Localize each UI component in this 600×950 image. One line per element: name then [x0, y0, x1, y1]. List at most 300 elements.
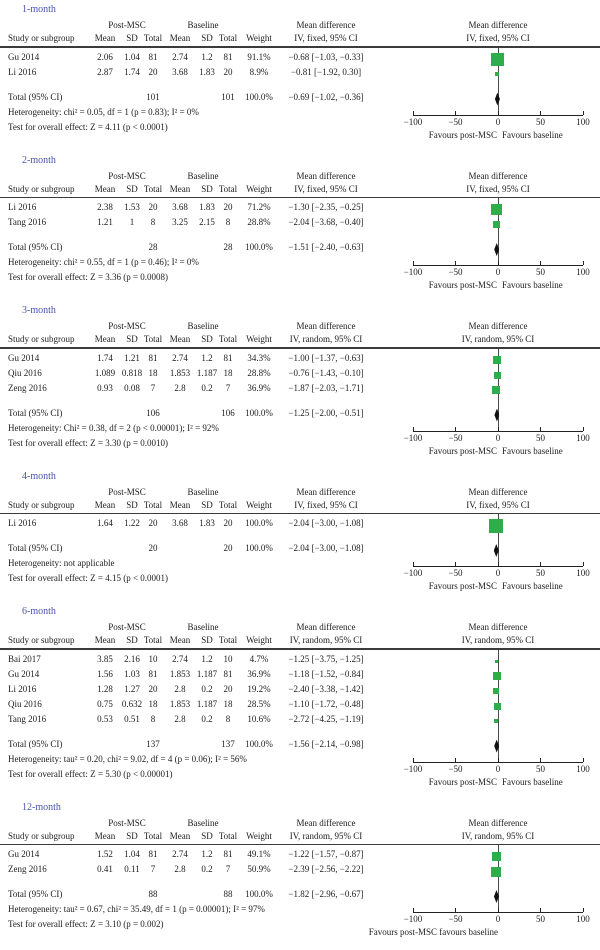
header-mean-baseline: Mean — [169, 33, 191, 43]
header-model-table: IV, fixed, 95% CI — [294, 183, 358, 194]
axis-tick-label: −50 — [448, 267, 463, 277]
postmsc-mean: 1.64 — [97, 518, 113, 528]
header-group-baseline: Baseline — [187, 20, 219, 30]
header-weight: Weight — [246, 830, 272, 841]
header-total-postmsc: Total — [143, 183, 163, 194]
postmsc-mean: 1.28 — [97, 683, 113, 694]
header-sd-baseline: SD — [201, 635, 213, 645]
study-marker — [494, 703, 501, 710]
axis-tick — [540, 111, 541, 115]
axis-tick-label: 0 — [495, 267, 501, 277]
overall-effect-text: Test for overall effect: Z = 4.11 (p < 0.0001) — [8, 121, 168, 132]
ci-text: −1.22 [−1.57, −0.87] — [288, 849, 364, 859]
postmsc-total: 20 — [148, 683, 158, 694]
study-marker — [493, 356, 501, 364]
header-model-plot: IV, fixed, 95% CI — [466, 33, 530, 43]
header-sd-postmsc: SD — [126, 499, 138, 510]
baseline-total: 81 — [223, 51, 233, 62]
weight-value: 71.2% — [247, 202, 271, 212]
header-model-table: IV, fixed, 95% CI — [294, 33, 358, 43]
forest-panel — [0, 153, 600, 296]
axis-tick-label: 0 — [495, 568, 501, 578]
study-marker — [494, 372, 501, 379]
header-mean-difference-table: Mean difference — [296, 170, 356, 181]
total-label: Total (95% CI) — [8, 889, 63, 899]
forest-panel — [0, 800, 600, 943]
postmsc-mean: 2.06 — [97, 51, 113, 62]
weight-value: 28.5% — [247, 698, 271, 709]
total-postmsc-n: 101 — [146, 91, 160, 102]
total-baseline-n: 137 — [221, 738, 235, 749]
axis-tick — [455, 111, 456, 115]
header-weight: Weight — [246, 499, 272, 510]
favours-left-label: Favours post-MSC — [428, 129, 497, 140]
panel-title: 4-month — [22, 470, 56, 482]
total-weight: 100.0% — [245, 91, 273, 102]
axis-tick — [413, 758, 414, 762]
study-marker — [489, 519, 503, 533]
weight-value: 34.3% — [247, 352, 271, 363]
axis-tick-label: 100 — [576, 432, 590, 443]
weight-value: 4.7% — [249, 653, 269, 664]
study-marker — [492, 386, 500, 394]
panel-title: 12-month — [22, 801, 61, 813]
baseline-mean: 3.68 — [172, 202, 188, 212]
postmsc-sd: 0.632 — [121, 698, 143, 709]
postmsc-total: 18 — [148, 367, 158, 378]
header-total-postmsc: Total — [143, 830, 163, 841]
header-group-baseline: Baseline — [187, 321, 219, 331]
baseline-total: 81 — [223, 352, 233, 363]
forest-plot-area — [405, 198, 600, 295]
axis-tick — [540, 758, 541, 762]
postmsc-mean: 2.38 — [97, 202, 113, 212]
total-label: Total (95% CI) — [8, 407, 63, 418]
header-mean-baseline: Mean — [169, 499, 191, 510]
postmsc-total: 20 — [148, 518, 158, 528]
baseline-mean: 3.25 — [172, 217, 188, 227]
postmsc-sd: 0.818 — [121, 367, 143, 378]
favours-left-label: Favours post-MSC — [428, 581, 497, 591]
ci-text: −1.30 [−2.35, −0.25] — [288, 202, 364, 212]
weight-value: 28.8% — [247, 217, 271, 227]
axis-tick-label: 100 — [576, 568, 590, 578]
weight-value: 10.6% — [247, 713, 271, 724]
header-model-plot: IV, fixed, 95% CI — [466, 499, 530, 510]
header-sd-baseline: SD — [201, 33, 213, 43]
postmsc-mean: 1.089 — [94, 367, 116, 378]
header-mean-difference-plot: Mean difference — [468, 486, 528, 497]
weight-value: 19.2% — [247, 683, 271, 694]
axis-tick — [540, 427, 541, 431]
forest-plot-area — [405, 514, 600, 596]
header-sd-postmsc: SD — [126, 830, 138, 841]
baseline-mean: 2.8 — [174, 713, 186, 724]
study-marker — [493, 221, 500, 228]
axis-tick — [583, 908, 584, 912]
weight-value: 49.1% — [247, 849, 271, 859]
header-mean-postmsc: Mean — [94, 33, 116, 43]
baseline-mean: 1.853 — [169, 668, 191, 679]
panel-title: 3-month — [22, 305, 56, 316]
header-mean-difference-table: Mean difference — [296, 622, 356, 632]
study-name: Li 2016 — [8, 66, 37, 77]
postmsc-sd: 2.16 — [124, 653, 140, 664]
ci-text: −1.18 [−1.52, −0.84] — [288, 668, 364, 679]
total-label: Total (95% CI) — [8, 543, 63, 553]
baseline-sd: 1.2 — [201, 51, 213, 62]
axis-tick-label: 50 — [536, 267, 545, 277]
header-group-baseline: Baseline — [187, 486, 219, 497]
header-mean-baseline: Mean — [169, 830, 191, 841]
baseline-sd: 1.83 — [199, 66, 215, 77]
axis-tick-label: −100 — [403, 568, 423, 578]
axis-tick — [498, 758, 499, 762]
postmsc-sd: 1.74 — [124, 66, 140, 77]
postmsc-mean: 0.75 — [97, 698, 113, 709]
header-mean-postmsc: Mean — [94, 635, 116, 645]
table-header — [0, 171, 600, 197]
axis-tick-label: 100 — [576, 914, 590, 924]
postmsc-total: 8 — [150, 217, 156, 227]
postmsc-sd: 0.51 — [124, 713, 140, 724]
header-mean-baseline: Mean — [169, 635, 191, 645]
header-group-postmsc: Post-MSC — [108, 20, 146, 30]
header-sd-postmsc: SD — [126, 33, 138, 43]
x-axis-line — [413, 431, 583, 432]
total-ci: −1.56 [−2.14, −0.98] — [288, 738, 364, 749]
panel-body — [0, 198, 600, 295]
heterogeneity-text: Heterogeneity: chi² = 0.55, df = 1 (p = 0.46); I² = 0% — [8, 257, 199, 267]
total-baseline-n: 28 — [223, 242, 233, 252]
header-weight: Weight — [246, 635, 272, 645]
weight-value: 36.9% — [247, 668, 271, 679]
study-name: Tang 2016 — [8, 713, 47, 724]
baseline-total: 20 — [223, 683, 233, 694]
ci-text: −2.39 [−2.56, −2.22] — [288, 864, 364, 874]
study-marker — [494, 719, 498, 723]
axis-tick-label: 100 — [576, 763, 590, 774]
postmsc-sd: 1.04 — [124, 849, 140, 859]
header-sd-baseline: SD — [201, 499, 213, 510]
baseline-total: 18 — [223, 367, 233, 378]
baseline-total: 10 — [223, 653, 233, 664]
study-name: Li 2016 — [8, 202, 37, 212]
baseline-sd: 2.15 — [199, 217, 215, 227]
header-study: Study or subgroup — [8, 499, 75, 510]
postmsc-mean: 0.53 — [97, 713, 113, 724]
total-weight: 100.0% — [245, 543, 273, 553]
postmsc-mean: 1.52 — [97, 849, 113, 859]
postmsc-total: 7 — [150, 382, 156, 393]
header-mean-difference-plot: Mean difference — [468, 817, 528, 828]
total-baseline-n: 88 — [223, 889, 233, 899]
favours-left-label: Favours post-MSC — [428, 776, 497, 787]
total-ci: −1.25 [−2.00, −0.51] — [288, 407, 364, 418]
header-model-plot: IV, random, 95% CI — [461, 635, 535, 645]
panel-title: 1-month — [22, 4, 56, 15]
axis-tick — [498, 908, 499, 912]
forest-panel — [0, 604, 600, 792]
baseline-total: 81 — [223, 668, 233, 679]
panel-body — [0, 349, 600, 461]
study-name: Qiu 2016 — [8, 698, 42, 709]
postmsc-sd: 1.27 — [124, 683, 140, 694]
postmsc-sd: 0.08 — [124, 382, 140, 393]
axis-tick-label: 100 — [576, 116, 590, 127]
baseline-sd: 1.83 — [199, 202, 215, 212]
study-name: Zeng 2016 — [8, 382, 47, 393]
header-model-plot: IV, fixed, 95% CI — [466, 183, 530, 194]
x-axis-line — [413, 762, 583, 763]
header-group-baseline: Baseline — [187, 817, 219, 828]
baseline-mean: 3.68 — [172, 518, 188, 528]
panel-body — [0, 845, 600, 942]
favours-left-label: Favours post-MSC — [428, 445, 497, 456]
forest-panel — [0, 469, 600, 597]
header-weight: Weight — [246, 334, 272, 344]
study-name: Tang 2016 — [8, 217, 47, 227]
forest-panel — [0, 2, 600, 145]
axis-tick-label: −100 — [403, 267, 423, 277]
overall-effect-text: Test for overall effect: Z = 4.15 (p < 0.0001) — [8, 573, 169, 583]
ci-text: −0.68 [−1.03, −0.33] — [288, 51, 364, 62]
axis-tick — [498, 562, 499, 566]
header-mean-difference-table: Mean difference — [296, 486, 356, 497]
total-ci: −1.51 [−2.40, −0.63] — [288, 242, 364, 252]
axis-tick-label: 50 — [536, 914, 545, 924]
baseline-sd: 0.2 — [201, 864, 213, 874]
postmsc-sd: 1 — [129, 217, 135, 227]
header-group-postmsc: Post-MSC — [108, 622, 146, 632]
baseline-mean: 1.853 — [169, 698, 191, 709]
x-axis-line — [413, 115, 583, 116]
total-postmsc-n: 20 — [148, 543, 158, 553]
baseline-mean: 2.74 — [172, 352, 188, 363]
ci-text: −1.87 [−2.03, −1.71] — [288, 382, 364, 393]
axis-tick — [498, 261, 499, 265]
header-sd-baseline: SD — [201, 334, 213, 344]
postmsc-sd: 1.53 — [124, 202, 140, 212]
header-total-baseline: Total — [218, 33, 238, 43]
ci-text: −2.72 [−4.25, −1.19] — [288, 713, 364, 724]
study-name: Zeng 2016 — [8, 864, 47, 874]
header-sd-postmsc: SD — [126, 183, 138, 194]
favours-label: Favours post-MSC favours baseline — [368, 927, 498, 937]
x-axis-line — [413, 912, 583, 913]
total-weight: 100.0% — [245, 889, 273, 899]
axis-tick-label: 50 — [536, 568, 545, 578]
ci-text: −1.25 [−3.75, −1.25] — [288, 653, 364, 664]
baseline-total: 81 — [223, 849, 233, 859]
heterogeneity-text: Heterogeneity: chi² = 0.05, df = 1 (p = 0.83); I² = 0% — [8, 106, 199, 117]
header-mean-difference-plot: Mean difference — [468, 20, 528, 30]
weight-value: 28.8% — [247, 367, 271, 378]
study-marker — [495, 72, 499, 76]
header-group-baseline: Baseline — [187, 170, 219, 181]
axis-tick — [413, 111, 414, 115]
header-mean-postmsc: Mean — [94, 499, 116, 510]
header-mean-difference-table: Mean difference — [296, 20, 356, 30]
baseline-mean: 2.8 — [174, 864, 186, 874]
favours-right-label: Favours baseline — [502, 581, 563, 591]
ci-text: −2.40 [−3.38, −1.42] — [288, 683, 364, 694]
header-mean-difference-plot: Mean difference — [468, 321, 528, 331]
header-model-table: IV, random, 95% CI — [289, 830, 363, 841]
study-name: Li 2016 — [8, 683, 37, 694]
axis-tick-label: −50 — [448, 914, 463, 924]
baseline-sd: 1.83 — [199, 518, 215, 528]
axis-tick-label: −100 — [403, 914, 423, 924]
forest-plot-area — [405, 349, 600, 461]
heterogeneity-text: Heterogeneity: Chi² = 0.38, df = 2 (p < 0.00001); I² = 92% — [8, 422, 219, 433]
header-mean-postmsc: Mean — [94, 334, 116, 344]
axis-tick-label: −50 — [448, 432, 463, 443]
postmsc-sd: 1.21 — [124, 352, 140, 363]
baseline-total: 20 — [223, 202, 233, 212]
total-baseline-n: 106 — [221, 407, 235, 418]
axis-tick-label: 0 — [495, 763, 501, 774]
postmsc-sd: 1.04 — [124, 51, 140, 62]
postmsc-total: 81 — [148, 51, 158, 62]
baseline-mean: 2.8 — [174, 683, 186, 694]
postmsc-sd: 0.11 — [124, 864, 140, 874]
axis-tick — [540, 562, 541, 566]
baseline-sd: 1.187 — [196, 367, 218, 378]
header-total-postmsc: Total — [143, 334, 163, 344]
ci-text: −0.81 [−1.92, 0.30] — [290, 66, 362, 77]
axis-tick — [455, 261, 456, 265]
header-total-baseline: Total — [218, 334, 238, 344]
axis-tick-label: −50 — [448, 763, 463, 774]
forest-plot-area — [405, 650, 600, 792]
postmsc-total: 81 — [148, 668, 158, 679]
header-total-baseline: Total — [218, 635, 238, 645]
study-name: Li 2016 — [8, 518, 37, 528]
header-total-baseline: Total — [218, 183, 238, 194]
postmsc-mean: 3.85 — [97, 653, 113, 664]
axis-tick — [455, 427, 456, 431]
baseline-total: 20 — [223, 66, 233, 77]
study-marker — [495, 660, 498, 663]
postmsc-total: 81 — [148, 849, 158, 859]
baseline-mean: 2.74 — [172, 653, 188, 664]
postmsc-total: 7 — [150, 864, 156, 874]
postmsc-total: 8 — [150, 713, 156, 724]
ci-text: −1.00 [−1.37, −0.63] — [288, 352, 364, 363]
overall-effect-text: Test for overall effect: Z = 5.30 (p < 0.00001) — [8, 768, 173, 779]
study-name: Gu 2014 — [8, 51, 40, 62]
table-header — [0, 622, 600, 648]
axis-tick-label: −100 — [403, 116, 423, 127]
header-mean-postmsc: Mean — [94, 183, 116, 194]
baseline-total: 8 — [225, 713, 231, 724]
overall-effect-text: Test for overall effect: Z = 3.10 (p = 0.002) — [8, 919, 164, 929]
axis-tick — [455, 908, 456, 912]
table-header — [0, 818, 600, 844]
forest-panel — [0, 303, 600, 461]
panel-body — [0, 514, 600, 596]
header-model-table: IV, random, 95% CI — [289, 334, 363, 344]
header-study: Study or subgroup — [8, 830, 75, 841]
header-mean-difference-table: Mean difference — [296, 321, 356, 331]
header-mean-difference-plot: Mean difference — [468, 170, 528, 181]
weight-value: 8.9% — [249, 66, 269, 77]
axis-tick-label: 100 — [576, 267, 590, 277]
baseline-sd: 1.187 — [196, 668, 218, 679]
total-ci: −0.69 [−1.02, −0.36] — [288, 91, 364, 102]
axis-tick — [455, 562, 456, 566]
heterogeneity-text: Heterogeneity: tau² = 0.20, chi² = 9.02, df = 4 (p = 0.06); I² = 56% — [8, 753, 247, 764]
axis-tick-label: 0 — [495, 432, 501, 443]
total-postmsc-n: 28 — [148, 242, 158, 252]
axis-tick — [413, 908, 414, 912]
table-header — [0, 20, 600, 46]
header-sd-postmsc: SD — [126, 334, 138, 344]
axis-tick — [583, 758, 584, 762]
axis-tick-label: 0 — [495, 116, 501, 127]
table-header — [0, 321, 600, 347]
axis-tick-label: 50 — [536, 432, 545, 443]
header-group-baseline: Baseline — [187, 622, 219, 632]
header-mean-difference-table: Mean difference — [296, 817, 356, 828]
postmsc-mean: 1.56 — [97, 668, 113, 679]
axis-tick — [583, 261, 584, 265]
header-total-postmsc: Total — [143, 499, 163, 510]
postmsc-mean: 0.41 — [97, 864, 113, 874]
baseline-sd: 1.187 — [196, 698, 218, 709]
baseline-sd: 0.2 — [201, 382, 213, 393]
x-axis-line — [413, 265, 583, 266]
axis-tick-label: 0 — [495, 914, 501, 924]
pooled-diamond — [494, 409, 499, 422]
study-marker — [491, 204, 502, 215]
axis-tick-label: 50 — [536, 763, 545, 774]
axis-tick-label: 50 — [536, 116, 545, 127]
total-postmsc-n: 88 — [148, 889, 158, 899]
weight-value: 50.9% — [247, 864, 271, 874]
total-label: Total (95% CI) — [8, 91, 63, 102]
header-study: Study or subgroup — [8, 635, 75, 645]
header-sd-postmsc: SD — [126, 635, 138, 645]
study-marker — [491, 53, 504, 66]
header-model-plot: IV, random, 95% CI — [461, 334, 535, 344]
header-mean-baseline: Mean — [169, 334, 191, 344]
favours-right-label: Favours baseline — [502, 129, 563, 140]
forest-plot-area — [368, 845, 600, 942]
header-total-baseline: Total — [218, 830, 238, 841]
baseline-total: 7 — [225, 864, 231, 874]
total-ci: −2.04 [−3.00, −1.08] — [288, 543, 364, 553]
study-name: Gu 2014 — [8, 849, 40, 859]
favours-right-label: Favours baseline — [502, 776, 563, 787]
x-axis-line — [413, 566, 583, 567]
baseline-total: 18 — [223, 698, 233, 709]
postmsc-total: 20 — [148, 66, 158, 77]
header-total-postmsc: Total — [143, 635, 163, 645]
axis-tick — [498, 427, 499, 431]
axis-tick — [498, 111, 499, 115]
axis-tick-label: −50 — [448, 116, 463, 127]
baseline-sd: 1.2 — [201, 352, 213, 363]
study-marker — [493, 672, 501, 680]
pooled-diamond — [495, 93, 500, 106]
postmsc-sd: 1.03 — [124, 668, 140, 679]
postmsc-mean: 0.93 — [97, 382, 113, 393]
total-postmsc-n: 137 — [146, 738, 160, 749]
baseline-mean: 3.68 — [172, 66, 188, 77]
header-sd-baseline: SD — [201, 830, 213, 841]
